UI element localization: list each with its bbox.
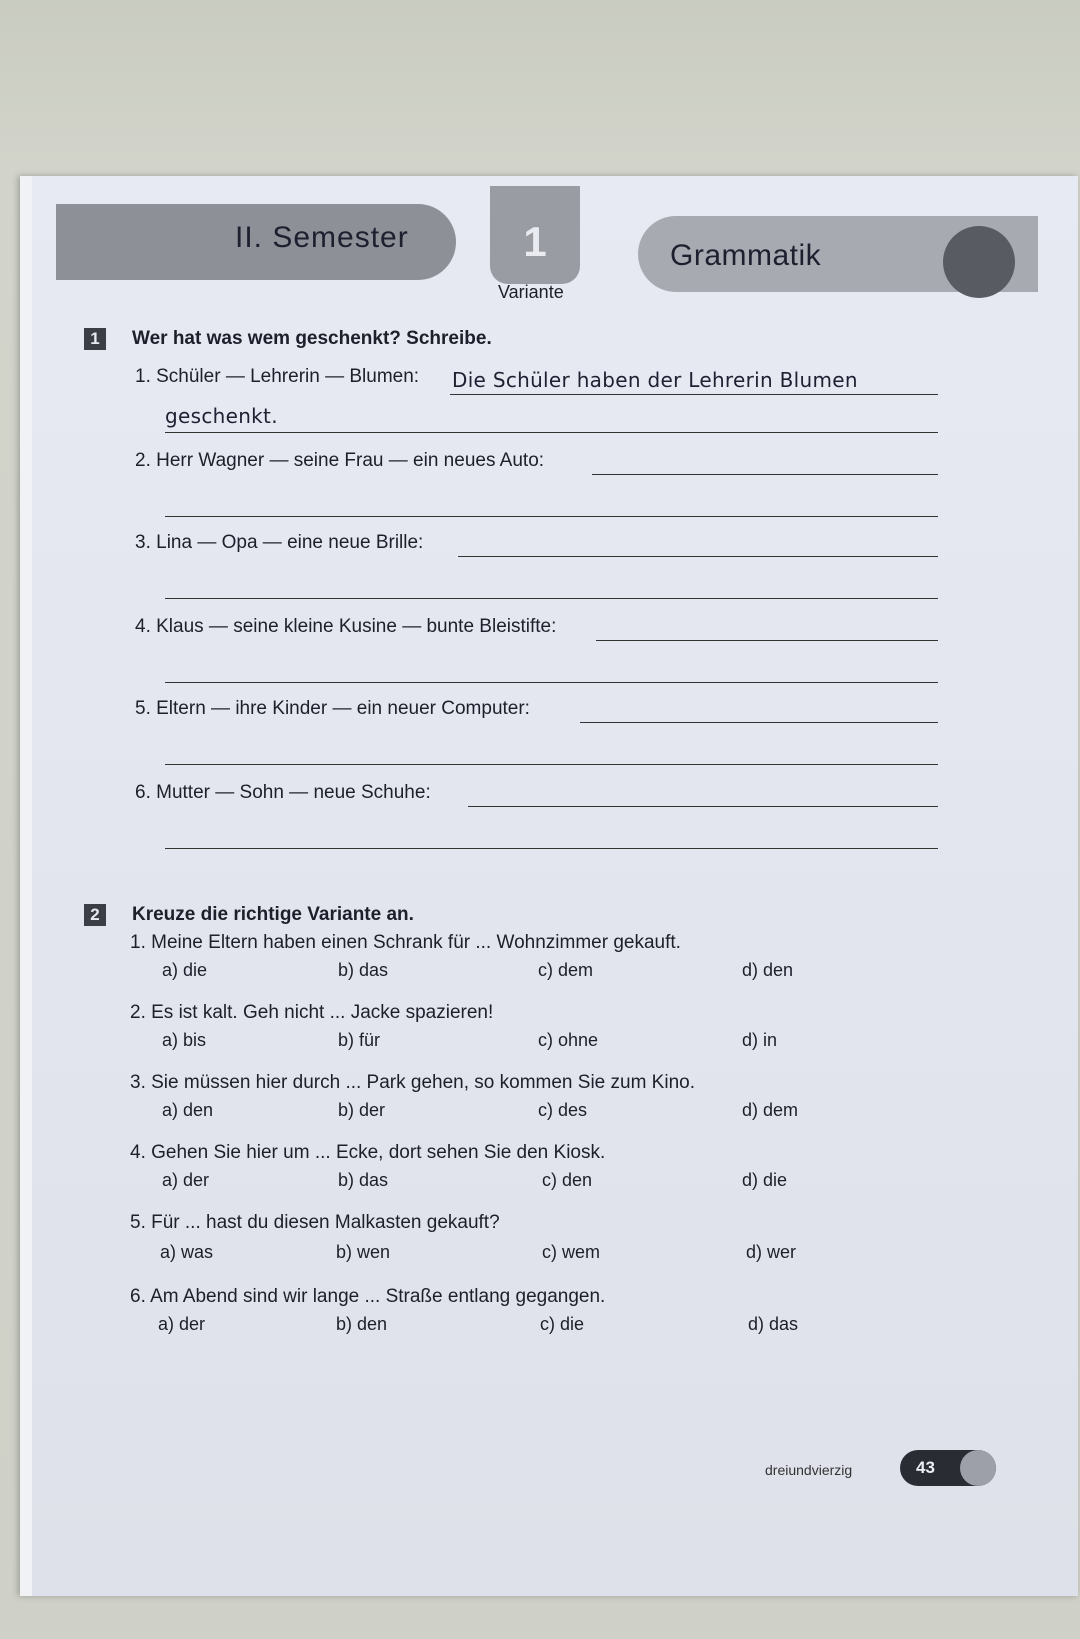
answer-line [165, 432, 938, 433]
task-1-item-5: 5. Eltern — ihre Kinder — ein neuer Computer: [135, 698, 530, 719]
answer-line [450, 394, 938, 395]
option-d[interactable]: d) den [742, 960, 794, 980]
option-d[interactable]: d) dem [742, 1100, 799, 1120]
answer-line [165, 682, 938, 683]
option-a[interactable]: a) bis [162, 1030, 207, 1050]
option-c[interactable]: c) den [542, 1170, 593, 1190]
option-c[interactable]: c) dem [538, 960, 594, 980]
page-badge-tail [960, 1450, 996, 1486]
task-2-question-6: 6. Am Abend sind wir lange ... Straße entlang gegangen. [130, 1286, 606, 1307]
task-1-badge: 1 [84, 328, 106, 350]
option-b[interactable]: b) wen [336, 1242, 391, 1262]
task-1-title: Wer hat was wem geschenkt? Schreibe. [132, 328, 492, 349]
option-a[interactable]: a) der [158, 1314, 206, 1334]
answer-line [165, 516, 938, 517]
header-circle-icon [943, 226, 1015, 298]
task-2-question-1: 1. Meine Eltern haben einen Schrank für ... Wohnzimmer gekauft. [130, 932, 681, 953]
task-1-item-6: 6. Mutter — Sohn — neue Schuhe: [135, 782, 431, 803]
option-a[interactable]: a) der [162, 1170, 210, 1190]
task-2-question-4: 4. Gehen Sie hier um ... Ecke, dort sehen Sie den Kiosk. [130, 1142, 606, 1163]
answer-line [596, 640, 938, 641]
chapter-tab [490, 186, 580, 284]
task-2-question-3: 3. Sie müssen hier durch ... Park gehen, so kommen Sie zum Kino. [130, 1072, 695, 1093]
option-c[interactable]: c) ohne [538, 1030, 599, 1050]
answer-line [592, 474, 938, 475]
section-title: Grammatik [670, 239, 822, 272]
semester-label: II. Semester [235, 221, 409, 254]
answer-line [458, 556, 938, 557]
option-c[interactable]: c) des [538, 1100, 588, 1120]
answer-line [468, 806, 938, 807]
option-b[interactable]: b) das [338, 960, 389, 980]
option-c[interactable]: c) die [540, 1314, 585, 1334]
option-b[interactable]: b) der [338, 1100, 386, 1120]
option-d[interactable]: d) in [742, 1030, 778, 1050]
option-b[interactable]: b) das [338, 1170, 389, 1190]
page-number: 43 [916, 1458, 935, 1477]
option-d[interactable]: d) das [748, 1314, 799, 1334]
workbook-page [20, 176, 1078, 1596]
option-a[interactable]: a) was [160, 1242, 214, 1262]
task-1-item-1: 1. Schüler — Lehrerin — Blumen: [135, 366, 420, 387]
page-number-word: dreiundvierzig [765, 1462, 853, 1478]
option-d[interactable]: d) die [742, 1170, 788, 1190]
option-b[interactable]: b) den [336, 1314, 388, 1334]
answer-line [165, 598, 938, 599]
option-d[interactable]: d) wer [746, 1242, 797, 1262]
task-1-item-4: 4. Klaus — seine kleine Kusine — bunte Bleistifte: [135, 616, 557, 637]
task-1-item-3: 3. Lina — Opa — eine neue Brille: [135, 532, 424, 553]
task-2-badge: 2 [84, 904, 106, 926]
page-number-badge [900, 1450, 996, 1486]
option-a[interactable]: a) die [162, 960, 208, 980]
answer-line [165, 764, 938, 765]
task-2-question-2: 2. Es ist kalt. Geh nicht ... Jacke spazieren! [130, 1002, 494, 1023]
task-1-item-2: 2. Herr Wagner — seine Frau — ein neues Auto: [135, 450, 545, 471]
task-2-title: Kreuze die richtige Variante an. [132, 904, 414, 925]
option-a[interactable]: a) den [162, 1100, 214, 1120]
task-1-item-1-answer-line-2: geschenkt. [165, 404, 278, 428]
task-1-item-1-answer-line-1: Die Schüler haben der Lehrerin Blumen [452, 368, 858, 392]
answer-line [580, 722, 938, 723]
option-b[interactable]: b) für [338, 1030, 381, 1050]
answer-line [165, 848, 938, 849]
spiral-binding-holes [20, 176, 52, 1596]
option-c[interactable]: c) wem [542, 1242, 600, 1262]
chapter-number: 1 [523, 218, 547, 265]
variante-label: Variante [498, 282, 564, 302]
task-2-question-5: 5. Für ... hast du diesen Malkasten gekauft? [130, 1212, 500, 1233]
